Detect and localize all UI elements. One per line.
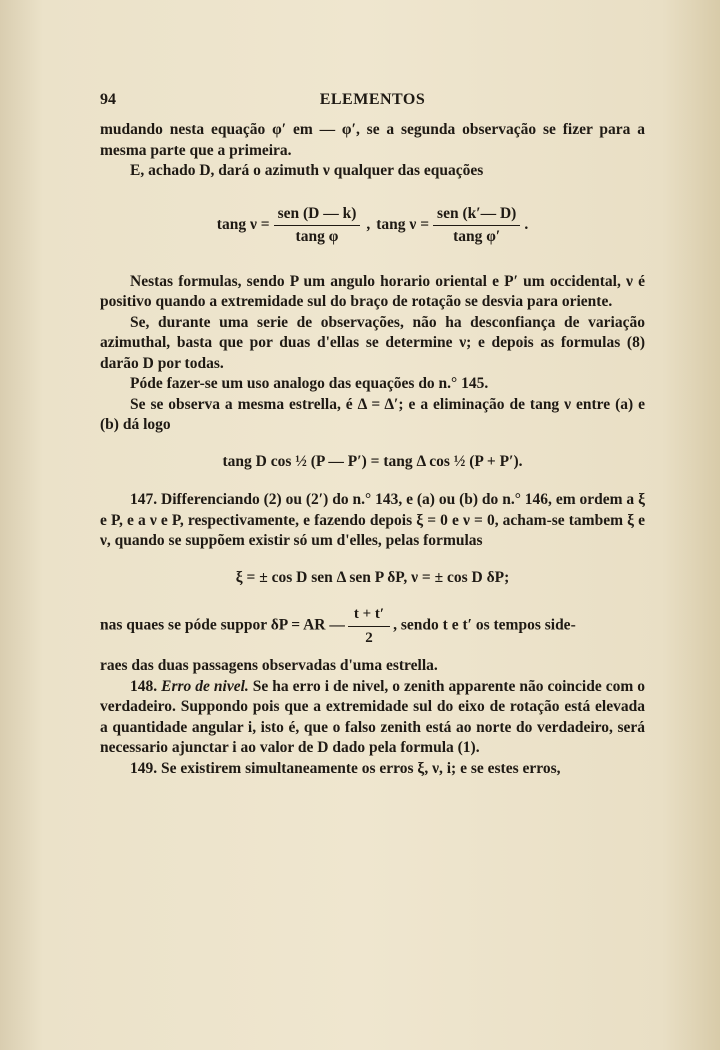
paragraph-1: mudando nesta equação φ′ em — φ′, se a segunda observação se fizer para a mesma parte que a primeira. xyxy=(100,121,645,159)
fraction-t: $\frac{t + t'}{2}$ xyxy=(348,604,390,648)
paragraph-delta-p: nas quaes se póde suppor δP = AR — $\frac{t + t'}{2}$ , sendo t e t′ os tempos side- xyxy=(100,604,645,648)
formula-tang-d: tang D cos ½ (P — P′) = tang Δ cos ½ (P + P′). xyxy=(222,452,523,470)
paragraph-148: 148. Erro de nivel. Se ha erro i de nivel, o zenith apparente não coincide com o verdadeiro. Suppondo pois que a extremidade sul do eixo de rotação está elevada a quantidade angular i, isto é, que o falso zenith está ao norte do verdadeiro, será necessario ajunctar i ao valor de D dado pela formula (1). xyxy=(100,677,646,756)
fraction-1-denominator: tang φ xyxy=(295,228,339,245)
running-title: ELEMENTOS xyxy=(319,91,426,108)
fraction-1 xyxy=(274,204,361,248)
formula-tang-v xyxy=(100,204,645,248)
paragraph-6: Se se observa a mesma estrella, é Δ = Δ′; e a eliminação de tang ν entre (a) e (b) dá logo xyxy=(100,395,645,433)
paragraph-7: raes das duas passagens observadas d'uma estrella. xyxy=(100,657,438,674)
formula-separator: , xyxy=(366,216,371,234)
paragraph-4: Se, durante uma serie de observações, não ha desconfiança de variação azimuthal, basta que por duas d'ellas se determine ν; e depois as formulas (8) darão D por todas. xyxy=(100,313,645,372)
page-content xyxy=(100,90,645,779)
formula-lhs-1: tang ν = xyxy=(216,216,270,234)
page-number: 94 xyxy=(100,91,116,108)
fraction-1-numerator: sen (D — k) xyxy=(274,204,361,227)
formula-xi-v: ξ = ± cos D sen Δ sen P δP, ν = ± cos D δP; xyxy=(235,568,510,586)
fraction-2 xyxy=(433,204,520,248)
paragraph-2: E, achado D, dará o azimuth ν qualquer das equações xyxy=(130,162,484,179)
paragraph-147: 147. Differenciando (2) ou (2′) do n.° 143, e (a) ou (b) do n.° 146, em ordem a ξ e P, e a ν e P, respectivamente, e fazendo depois ξ = 0 e ν = 0, acham-se tambem ξ e ν, quando se suppõem existir só um d'elles, pelas formulas xyxy=(100,491,645,549)
paragraph-5: Póde fazer-se um uso analogo das equações do n.° 145. xyxy=(130,375,489,392)
formula-lhs-2: tang ν = xyxy=(376,216,430,234)
fraction-2-denominator: tang φ′ xyxy=(453,228,501,245)
formula-end: . xyxy=(524,216,529,234)
paragraph-3: Nestas formulas, sendo P um angulo horario oriental e P′ um occidental, ν é positivo quando a extremidade sul do braço de rotação se desvia para oriente. xyxy=(100,272,645,310)
page-header xyxy=(100,90,645,120)
section-148-title: Erro de nivel. xyxy=(161,677,249,695)
fraction-2-numerator: sen (k′— D) xyxy=(433,204,520,227)
paragraph-149: 149. Se existirem simultaneamente os erros ξ, ν, i; e se estes erros, xyxy=(130,759,561,777)
